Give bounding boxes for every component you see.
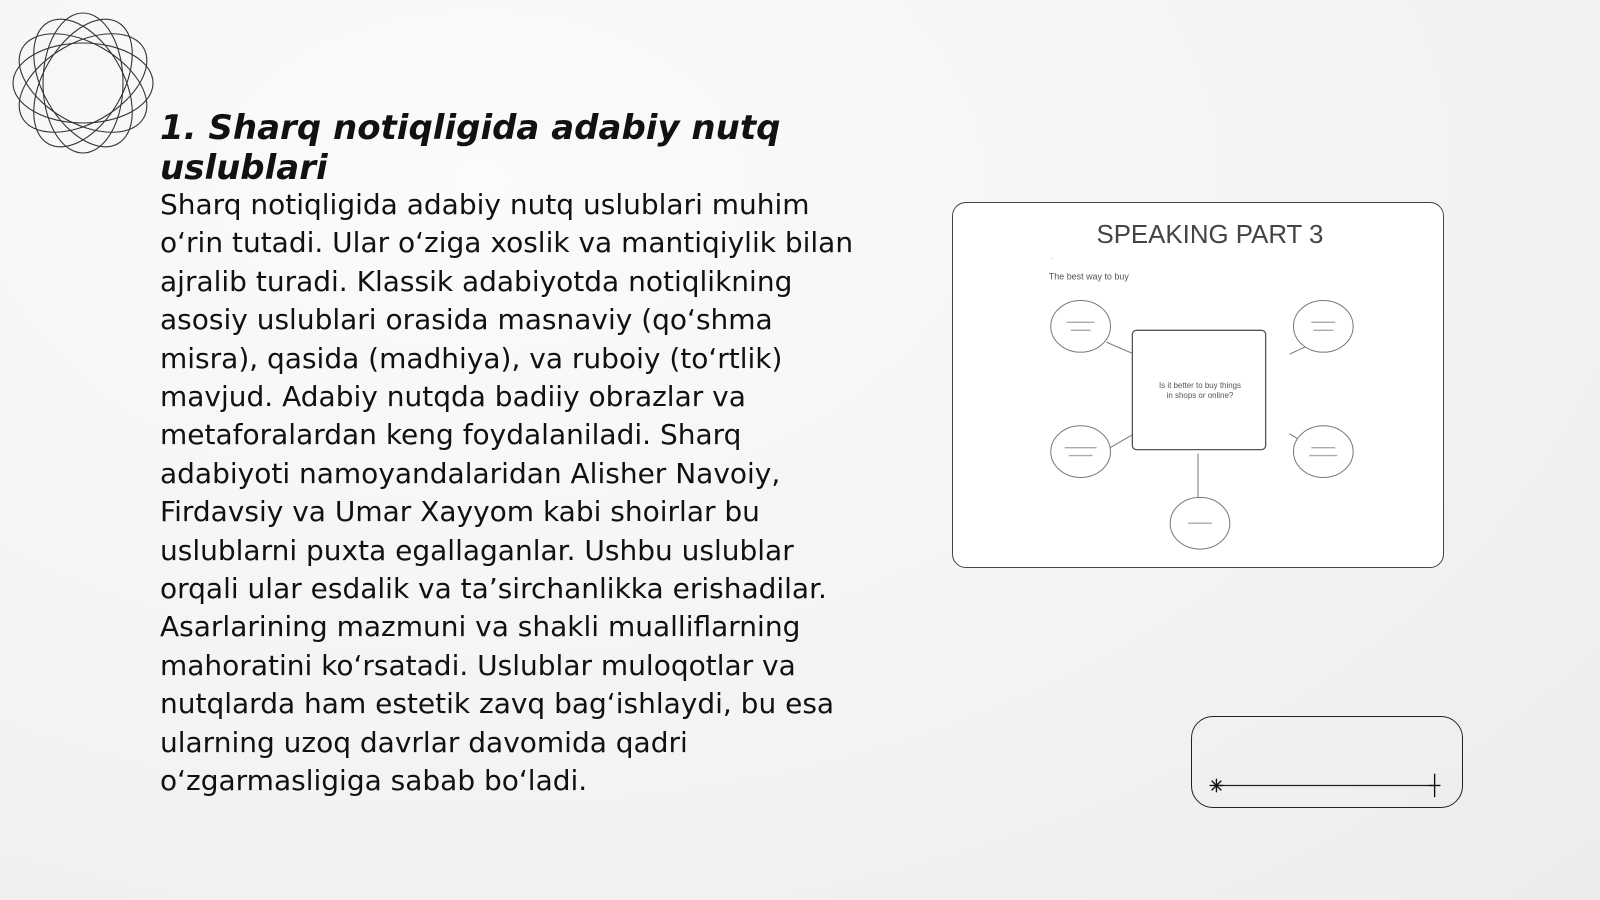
speaking-mindmap-image (952, 202, 1444, 568)
svg-text:·: · (1050, 255, 1054, 263)
sparkle-cross-icon (1429, 774, 1441, 797)
decorative-line-box (1191, 716, 1463, 808)
slide-title: 1. Sharq notiqligida adabiy nutq uslublari (160, 108, 781, 188)
slide-body-text: Sharq notiqligida adabiy nutq uslublari muhim o‘rin tutadi. Ular o‘ziga xoslik va mantiqiylik bilan ajralib turadi. Klassik adabiyotda notiqlikning asosiy uslublari orasida masnaviy (qo‘shma misra), qasida (madhiya), va ruboiy (to‘rtlik) mavjud. Adabiy nutqda badiiy obrazlar va metaforalardan keng foydalaniladi. Sharq adabiyoti namoyandalaridan Alisher Navoiy, Firdavsiy va Umar Xayyom kabi shoirlar bu uslublarni puxta egallaganlar. Ushbu uslublar orqali ular esdalik va ta’sirchanlikka erishadilar. Asarlarining mazmuni va shakli mualliflarning mahoratini ko‘rsatadi. Uslublar muloqotlar va nutqlarda ham estetik zavq bag‘ishlaydi, bu esa ularning uzoq davrlar davomida qadri o‘zgarmasligiga sabab bo‘ladi. (160, 188, 854, 798)
center-question-line-1: Is it better to buy things (1158, 380, 1242, 390)
image-heading: SPEAKING PART 3 (1096, 220, 1324, 249)
circle-ornament-icon (8, 8, 158, 158)
center-question-line-2: in shops or online? (1166, 390, 1234, 400)
starburst-icon (1210, 779, 1224, 793)
image-subheading: The best way to buy (1048, 271, 1129, 282)
